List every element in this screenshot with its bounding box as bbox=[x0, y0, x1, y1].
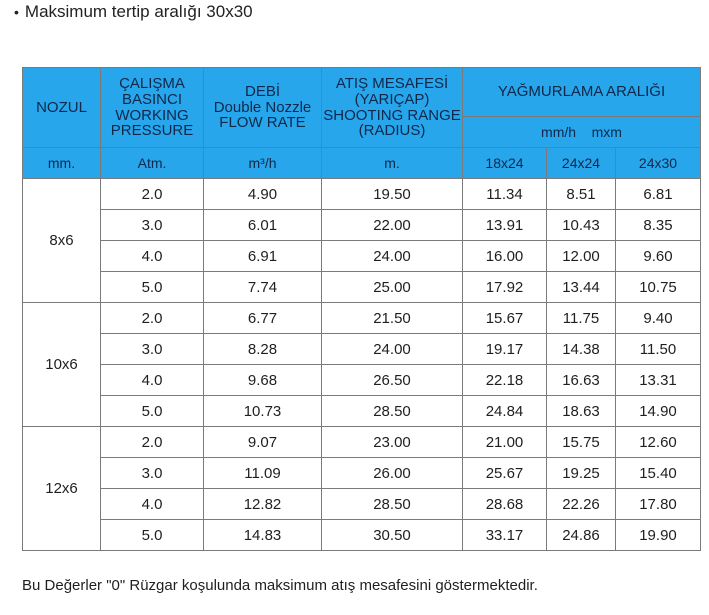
cell-24x30: 19.90 bbox=[616, 520, 701, 551]
cell-flow: 6.91 bbox=[204, 241, 322, 272]
cell-range: 19.50 bbox=[322, 179, 463, 210]
cell-24x30: 14.90 bbox=[616, 396, 701, 427]
cell-flow: 14.83 bbox=[204, 520, 322, 551]
cell-range: 30.50 bbox=[322, 520, 463, 551]
cell-range: 23.00 bbox=[322, 427, 463, 458]
table-row bbox=[23, 365, 701, 396]
unit-spacing-24x24: 24x24 bbox=[547, 148, 616, 179]
table-row bbox=[23, 303, 701, 334]
cell-pressure: 4.0 bbox=[101, 365, 204, 396]
cell-flow: 8.28 bbox=[204, 334, 322, 365]
cell-24x24: 11.75 bbox=[547, 303, 616, 334]
cell-range: 22.00 bbox=[322, 210, 463, 241]
cell-18x24: 15.67 bbox=[463, 303, 547, 334]
cell-24x30: 13.31 bbox=[616, 365, 701, 396]
cell-24x30: 15.40 bbox=[616, 458, 701, 489]
cell-pressure: 5.0 bbox=[101, 520, 204, 551]
cell-pressure: 2.0 bbox=[101, 303, 204, 334]
table-row bbox=[23, 179, 701, 210]
performance-table bbox=[22, 67, 701, 551]
cell-range: 28.50 bbox=[322, 489, 463, 520]
cell-pressure: 2.0 bbox=[101, 427, 204, 458]
cell-24x24: 14.38 bbox=[547, 334, 616, 365]
cell-18x24: 17.92 bbox=[463, 272, 547, 303]
cell-24x24: 10.43 bbox=[547, 210, 616, 241]
cell-pressure: 3.0 bbox=[101, 210, 204, 241]
header-shooting-range: ATIŞ MESAFESİ (YARIÇAP) SHOOTING RANGE (RADIUS) bbox=[322, 68, 463, 148]
cell-flow: 6.01 bbox=[204, 210, 322, 241]
cell-24x30: 17.80 bbox=[616, 489, 701, 520]
cell-18x24: 24.84 bbox=[463, 396, 547, 427]
header-spacing-unit: mm/h mxm bbox=[463, 117, 701, 148]
bullet-icon: • bbox=[14, 4, 19, 20]
cell-24x24: 12.00 bbox=[547, 241, 616, 272]
cell-24x30: 10.75 bbox=[616, 272, 701, 303]
unit-range: m. bbox=[322, 148, 463, 179]
cell-range: 28.50 bbox=[322, 396, 463, 427]
table-row bbox=[23, 520, 701, 551]
table-row bbox=[23, 427, 701, 458]
table-row bbox=[23, 210, 701, 241]
cell-flow: 9.07 bbox=[204, 427, 322, 458]
cell-range: 21.50 bbox=[322, 303, 463, 334]
header-nozzle: NOZUL bbox=[23, 68, 101, 148]
table-row bbox=[23, 489, 701, 520]
cell-pressure: 4.0 bbox=[101, 489, 204, 520]
nozzle-cell: 10x6 bbox=[23, 303, 101, 427]
cell-pressure: 5.0 bbox=[101, 272, 204, 303]
cell-24x24: 8.51 bbox=[547, 179, 616, 210]
cell-range: 24.00 bbox=[322, 334, 463, 365]
cell-24x30: 12.60 bbox=[616, 427, 701, 458]
cell-flow: 6.77 bbox=[204, 303, 322, 334]
cell-24x24: 18.63 bbox=[547, 396, 616, 427]
cell-flow: 7.74 bbox=[204, 272, 322, 303]
unit-spacing-24x30: 24x30 bbox=[616, 148, 701, 179]
cell-24x30: 9.60 bbox=[616, 241, 701, 272]
cell-24x24: 13.44 bbox=[547, 272, 616, 303]
cell-flow: 12.82 bbox=[204, 489, 322, 520]
cell-18x24: 33.17 bbox=[463, 520, 547, 551]
performance-table-wrapper bbox=[22, 67, 700, 551]
cell-18x24: 21.00 bbox=[463, 427, 547, 458]
cell-24x24: 22.26 bbox=[547, 489, 616, 520]
cell-18x24: 11.34 bbox=[463, 179, 547, 210]
nozzle-cell: 12x6 bbox=[23, 427, 101, 551]
header-spacing: YAĞMURLAMA ARALIĞI bbox=[463, 68, 701, 117]
cell-24x24: 19.25 bbox=[547, 458, 616, 489]
nozzle-cell: 8x6 bbox=[23, 179, 101, 303]
cell-flow: 11.09 bbox=[204, 458, 322, 489]
footnote: Bu Değerler "0" Rüzgar koşulunda maksimum atış mesafesini göstermektedir. bbox=[22, 577, 538, 594]
cell-range: 25.00 bbox=[322, 272, 463, 303]
cell-18x24: 25.67 bbox=[463, 458, 547, 489]
table-body bbox=[23, 179, 701, 551]
cell-pressure: 3.0 bbox=[101, 334, 204, 365]
cell-18x24: 22.18 bbox=[463, 365, 547, 396]
intro-text: Maksimum tertip aralığı 30x30 bbox=[24, 2, 253, 21]
table-row bbox=[23, 458, 701, 489]
cell-pressure: 5.0 bbox=[101, 396, 204, 427]
cell-18x24: 19.17 bbox=[463, 334, 547, 365]
cell-18x24: 28.68 bbox=[463, 489, 547, 520]
table-row bbox=[23, 272, 701, 303]
unit-pressure: Atm. bbox=[101, 148, 204, 179]
cell-flow: 4.90 bbox=[204, 179, 322, 210]
table-row bbox=[23, 241, 701, 272]
cell-pressure: 2.0 bbox=[101, 179, 204, 210]
cell-pressure: 3.0 bbox=[101, 458, 204, 489]
cell-24x30: 8.35 bbox=[616, 210, 701, 241]
cell-range: 24.00 bbox=[322, 241, 463, 272]
cell-24x24: 24.86 bbox=[547, 520, 616, 551]
unit-spacing-18x24: 18x24 bbox=[463, 148, 547, 179]
cell-range: 26.00 bbox=[322, 458, 463, 489]
cell-24x30: 9.40 bbox=[616, 303, 701, 334]
cell-18x24: 13.91 bbox=[463, 210, 547, 241]
cell-24x30: 6.81 bbox=[616, 179, 701, 210]
cell-24x30: 11.50 bbox=[616, 334, 701, 365]
unit-nozzle: mm. bbox=[23, 148, 101, 179]
table-row bbox=[23, 396, 701, 427]
table-row bbox=[23, 334, 701, 365]
header-flow-rate: DEBİ Double Nozzle FLOW RATE bbox=[204, 68, 322, 148]
cell-flow: 10.73 bbox=[204, 396, 322, 427]
cell-24x24: 15.75 bbox=[547, 427, 616, 458]
cell-pressure: 4.0 bbox=[101, 241, 204, 272]
unit-flow: m³/h bbox=[204, 148, 322, 179]
intro-line bbox=[14, 2, 253, 22]
cell-flow: 9.68 bbox=[204, 365, 322, 396]
cell-24x24: 16.63 bbox=[547, 365, 616, 396]
cell-range: 26.50 bbox=[322, 365, 463, 396]
cell-18x24: 16.00 bbox=[463, 241, 547, 272]
header-pressure: ÇALIŞMA BASINCI WORKING PRESSURE bbox=[101, 68, 204, 148]
